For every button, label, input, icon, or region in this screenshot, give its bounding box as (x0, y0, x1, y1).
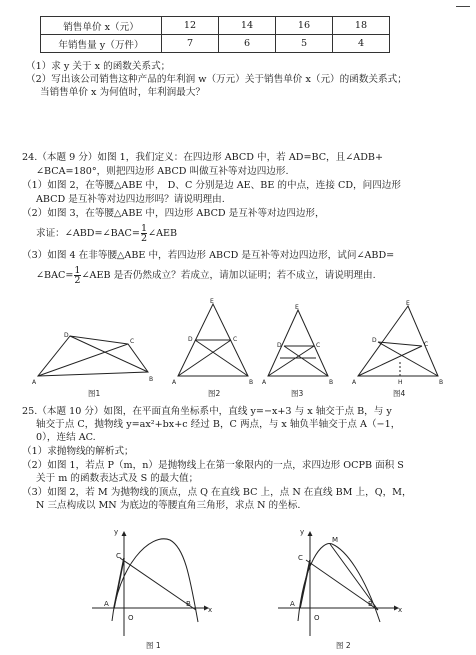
svg-text:O: O (314, 614, 320, 622)
svg-text:D: D (188, 336, 193, 343)
q25-line: 25.（本题 10 分）如图，在平面直角坐标系中，直线 y=−x+3 与 x 轴交于点 B，与 y (22, 406, 392, 417)
q25-figures (90, 526, 420, 652)
table-cell: 6 (219, 35, 276, 53)
svg-text:E: E (406, 300, 410, 307)
q25-line: 0），连结 AC. (36, 432, 96, 443)
q24-line: （3）如图 4 在非等腰△ABE 中，若四边形 ABCD 是互补等对边四边形，试问∠ABD= (22, 250, 395, 261)
svg-text:x: x (208, 606, 213, 614)
q24-line: （1）如图 2，在等腰△ABE 中， D、C 分别是边 AE、BE 的中点，连接 CD，问四边形 (22, 180, 401, 191)
caption: 图3 (291, 389, 304, 398)
q24-figures (28, 296, 458, 404)
svg-text:H: H (398, 379, 403, 386)
q25-line: 轴交于点 C，抛物线 y=ax²+bx+c 经过 B，C 两点，与 x 轴负半轴交于点 A（−1， (36, 419, 401, 430)
svg-text:B: B (249, 379, 254, 386)
svg-text:B: B (368, 600, 373, 608)
price-sales-table (40, 16, 390, 53)
svg-text:D: D (64, 332, 69, 339)
svg-text:C: C (233, 336, 238, 343)
svg-text:A: A (104, 600, 109, 608)
q24-formula-line: 求证：∠ABD=∠BAC= $\frac{1}{2}$ ∠AEB (36, 223, 178, 244)
q25-line: （1）求抛物线的解析式； (22, 446, 134, 457)
table-row (41, 17, 390, 35)
q24-line: （2）如图 3，在等腰△ABE 中，四边形 ABCD 是互补等对边四边形， (22, 208, 325, 219)
svg-text:B: B (439, 379, 444, 386)
q23-part2: （2）写出该公司销售这种产品的年利润 w（万元）关于销售单价 x（元）的函数关系式； (26, 74, 407, 85)
table-header-price: 销售单价 x（元） (41, 17, 162, 35)
table-cell: 14 (219, 17, 276, 35)
q23-part1: （1）求 y 关于 x 的函数关系式； (26, 61, 171, 72)
q23-part2-cont: 当销售单价 x 为何值时，年利润最大？ (40, 87, 206, 98)
q25-line: （3）如图 2，若 M 为抛物线的顶点，点 Q 在直线 BC 上，点 N 在直线 BM 上，Q，M， (22, 487, 412, 498)
svg-text:O: O (128, 614, 134, 622)
table-header-sales: 年销售量 y（万件） (41, 35, 162, 53)
caption: 图4 (393, 389, 406, 398)
svg-text:D: D (372, 337, 377, 344)
q25-line: N 三点构成以 MN 为底边的等腰直角三角形，求点 N 的坐标. (36, 500, 301, 511)
q24-line: ABCD 是互补等对边四边形吗？请说明理由. (36, 194, 225, 205)
svg-text:B: B (149, 376, 154, 383)
table-cell: 12 (162, 17, 219, 35)
svg-text:A: A (262, 379, 267, 386)
caption: 图2 (208, 389, 221, 398)
fraction-half: $\frac{1}{2}$ (140, 223, 148, 244)
caption: 图 2 (336, 641, 351, 650)
svg-text:E: E (210, 298, 214, 305)
svg-text:A: A (172, 379, 177, 386)
svg-text:C: C (130, 338, 135, 345)
q25-line: 关于 m 的函数表达式及 S 的最大值； (36, 473, 199, 484)
svg-text:A: A (32, 379, 37, 386)
q24-line: 24.（本题 9 分）如图 1，我们定义：在四边形 ABCD 中，若 AD=BC，且∠ADB+ (22, 152, 383, 163)
svg-text:A: A (352, 379, 357, 386)
svg-text:C: C (116, 552, 121, 560)
page-corner-mark (456, 6, 470, 7)
svg-text:B: B (186, 600, 191, 608)
caption: 图 1 (146, 641, 161, 650)
svg-text:y: y (114, 528, 119, 536)
q24-formula-line: ∠BAC= $\frac{1}{2}$ ∠AEB 是否仍然成立？若成立，请加以证明；若不成立，请说明理由. (36, 265, 376, 286)
svg-text:D: D (277, 342, 282, 349)
table-cell: 5 (276, 35, 333, 53)
table-cell: 18 (333, 17, 390, 35)
svg-text:y: y (300, 528, 305, 536)
svg-text:C: C (298, 554, 303, 562)
caption: 图1 (88, 389, 101, 398)
svg-text:x: x (398, 606, 403, 614)
table-cell: 4 (333, 35, 390, 53)
table-cell: 16 (276, 17, 333, 35)
table-row (41, 35, 390, 53)
q25-line: （2）如图 1，若点 P（m，n）是抛物线上在第一象限内的一点，求四边形 OCPB 面积 S (22, 460, 404, 471)
table-cell: 7 (162, 35, 219, 53)
svg-text:C: C (424, 341, 429, 348)
q25-figure-2 (278, 532, 398, 636)
svg-text:A: A (290, 600, 295, 608)
fraction-half: $\frac{1}{2}$ (74, 265, 81, 286)
q24-line: ∠BCA=180°，则把四边形 ABCD 叫做互补等对边四边形. (36, 166, 289, 177)
svg-text:C: C (316, 342, 321, 349)
q25-figure-1 (92, 532, 208, 636)
svg-text:E: E (295, 304, 299, 311)
svg-text:M: M (332, 536, 339, 544)
svg-text:B: B (329, 379, 334, 386)
